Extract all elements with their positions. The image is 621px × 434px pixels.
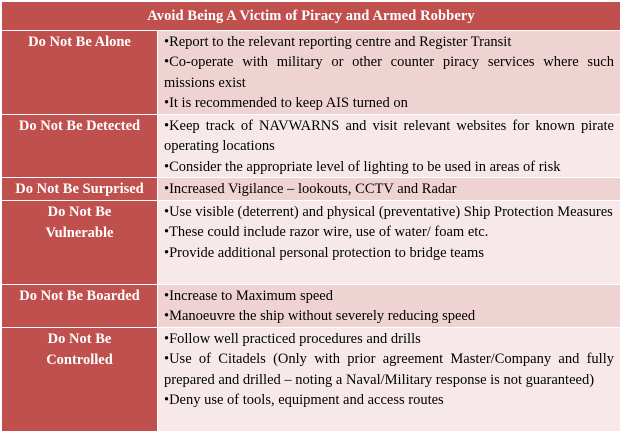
list-item: •It is recommended to keep AIS turned on bbox=[164, 94, 408, 111]
row-body-surprised bbox=[158, 178, 621, 201]
list-item: •Use of Citadels (Only with prior agreement Master/Company and fully prepared and drilled – noting a Naval/Military response is not guaranteed) bbox=[164, 351, 614, 388]
list-item: •Co-operate with military or other counter piracy services where such missions exist bbox=[164, 54, 614, 91]
row-heading-boarded: Do Not Be Boarded bbox=[2, 285, 158, 328]
row-body-detected bbox=[158, 115, 621, 178]
table-row bbox=[2, 285, 621, 328]
list-item: •Report to the relevant reporting centre and Register Transit bbox=[164, 34, 512, 50]
table-row bbox=[2, 178, 621, 201]
list-item: •Provide additional personal protection to bridge teams bbox=[164, 244, 484, 261]
list-item: •Follow well practiced procedures and drills bbox=[164, 331, 421, 347]
table-row bbox=[2, 31, 621, 115]
table-title: Avoid Being A Victim of Piracy and Armed Robbery bbox=[2, 2, 621, 31]
list-item: •These could include razor wire, use of water/ foam etc. bbox=[164, 224, 489, 241]
table-row bbox=[2, 328, 621, 432]
list-item: •Increased Vigilance – lookouts, CCTV and Radar bbox=[164, 181, 457, 197]
row-body-controlled bbox=[158, 328, 621, 432]
table-row bbox=[2, 115, 621, 178]
row-body-boarded bbox=[158, 285, 621, 328]
row-heading-controlled: Do Not Be Controlled bbox=[2, 328, 158, 432]
row-heading-alone: Do Not Be Alone bbox=[2, 31, 158, 115]
table-row bbox=[2, 201, 621, 285]
list-item: •Consider the appropriate level of lighting to be used in areas of risk bbox=[164, 158, 561, 175]
row-body-alone bbox=[158, 31, 621, 115]
row-heading-detected: Do Not Be Detected bbox=[2, 115, 158, 178]
list-item: •Use visible (deterrent) and physical (preventative) Ship Protection Measures bbox=[164, 204, 613, 220]
row-heading-surprised: Do Not Be Surprised bbox=[2, 178, 158, 201]
piracy-guidance-table bbox=[1, 1, 621, 432]
list-item: •Keep track of NAVWARNS and visit relevant websites for known pirate operating locations bbox=[164, 118, 614, 155]
list-item: •Deny use of tools, equipment and access routes bbox=[164, 391, 444, 408]
list-item: •Manoeuvre the ship without severely reducing speed bbox=[164, 308, 476, 325]
list-item: •Increase to Maximum speed bbox=[164, 288, 333, 304]
row-body-vulnerable bbox=[158, 201, 621, 285]
row-heading-vulnerable: Do Not Be Vulnerable bbox=[2, 201, 158, 285]
